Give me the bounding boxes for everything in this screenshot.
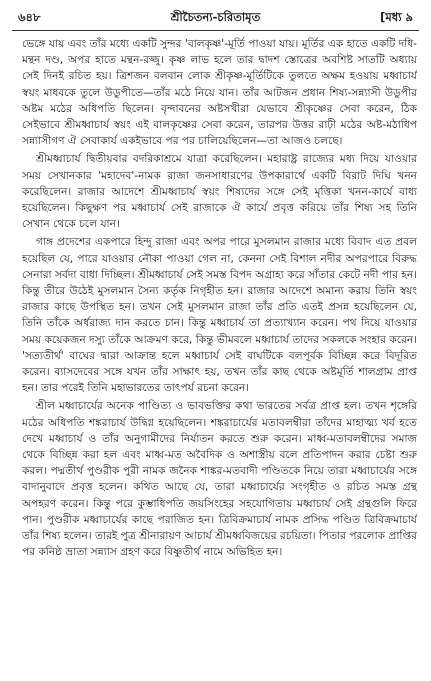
chapter-marker: [মধ্য ৯ [380, 9, 413, 24]
page-body [22, 36, 417, 675]
header-rule [12, 30, 419, 31]
paragraph: গাঙ্গ প্রদেশের একপারে হিন্দু রাজা এবং অপর পারে মুসলমান রাজার মধ্যে বিবাদ এত প্রবল হয়েছিল যে, পারে যাওয়ার নৌকা পাওয়া গেল না, কেননা সেই বিশাল নদীর অপরপারে বিরুদ্ধ সেনারা সর্বদা বাধা দিচ্ছিল। শ্রীমধ্বাচার্য সেই সমস্ত বিপদ অগ্রাহ্য করে সাঁতার কেটে নদী পার হন। কিন্তু তীরে উঠেই মুসলমান সৈন্য কর্তৃক নিগৃহীত হন। রাজার আদেশে অমান্য করায় তিনি স্বয়ং রাজার কাছে উপস্থিত হন। তখন সেই মুসলমান রাজা তাঁর প্রতি এতই প্রসন্ন হয়েছিলেন যে, তিনি তাঁকে অর্ধরাজ্য দান করতে চান। কিন্তু মধ্বাচার্য তা প্রত্যাখ্যান করেন। পথ দিয়ে যাওয়ার সময় কয়েকজন দস্যু তাঁকে আক্রমণ করে, কিন্তু ভীমবলে মধ্বাচার্য তাদের সকলকে সংহার করেন। 'সত্যতীর্থ' বাঘের দ্বারা আক্রান্ত হলে মধ্বাচার্য সেই বাঘটিকে বলপূর্বক বিচ্ছিন্ন করে বিদূরিত করেন। ব্যাসদেবের সঙ্গে যখন তাঁর সাক্ষাৎ হয়, তখন তাঁর কাছ থেকে অষ্টমূর্তি শালগ্রাম প্রাপ্ত হন। তার পরেই তিনি মহাভারতের তাৎপর্য রচনা করেন। [22, 236, 417, 395]
book-title: শ্রীচৈতন্য-চরিতামৃত [170, 9, 261, 24]
page-number: ৬৪৮ [18, 9, 41, 24]
paragraph: শ্রীল মধ্বাচার্যের অনেক পাণ্ডিত্য ও ভাবভক্তির কথা ভারতের সর্বত্র প্রাপ্ত হল। তখন শৃঙ্গেরি মঠের অধিপতি শঙ্করাচার্য উদ্বিগ্ন হয়েছিলেন। শঙ্করাচার্যের মতাবলম্বীরা তাঁদের মাহাত্ম্য খর্ব হতে দেখে মধ্বাচার্য ও তাঁর অনুগামীদের নির্যাতন করতে শুরু করেন। মাধ্ব-মতাবলম্বীদের সমাজ থেকে বিচ্ছিন্ন করা হল এবং মাধ্ব-মত অবৈদিক ও অশাস্ত্রীয় বলে প্রতিপাদন করার চেষ্টা শুরু করল। পদ্মতীর্থ পুণ্ডরীক পুরী নামক জনৈক শাঙ্কর-মতবাদী পণ্ডিতকে নিয়ে তারা মধ্বাচার্যের সঙ্গে বাদানুবাদে প্রবৃত্ত হলেন। কথিত আছে যে, তারা মধ্বাচার্যের সংগৃহীত ও রচিত সমস্ত গ্রন্থ অপহরণ করেন। কিন্তু পরে কুম্ভাধিপতি জয়সিংহের সহযোগিতায় মধ্বাচার্য সেই গ্রন্থগুলি ফিরে পান। পুণ্ডরীক মধ্বাচার্যের কাছে পরাজিত হন। ত্রিবিক্রমাচার্য নামক প্রসিদ্ধ পণ্ডিত ত্রিবিক্রমাচার্য তাঁর শিষ্য হলেন। তারই পুত্র শ্রীনারায়ণ আচার্য শ্রীমধ্ববিজয়ের রচয়িতা। পিতার পরলোক প্রাপ্তির পর কনিষ্ঠ ভ্রাতা সন্ন্যাস গ্রহণ করে বিষ্ণুতীর্থ নামে অভিহিত হন। [22, 400, 417, 559]
paragraph: শ্রীমধ্বাচার্য দ্বিতীয়বার বদরিকাশ্রমে যাত্রা করেছিলেন। মহারাষ্ট্র রাজ্যের মধ্য দিয়ে যাওয়ার সময় সেখানকার 'মহাদেব'-নামক রাজা জনসাধারণের উপকারার্থে একটি বিরাট দিঘি খনন করেছিলেন। রাজার আদেশে শ্রীমধ্বাচার্য স্বয়ং শিষ্যদের সঙ্গে সেই মৃত্তিকা খনন-কার্যে বাধ্য হয়েছিলেন। কিছুক্ষণ পর মধ্বাচার্য সেই রাজাকে ঐ কার্যে প্রবৃত্ত করিয়ে তাঁর শিষ্য সহ তিনি সেখান থেকে চলে যান। [22, 153, 417, 231]
paragraph: ভেঙ্গে যায় এবং তাঁর মধ্যে একটি সুন্দর 'বালকৃষ্ণ'-মূর্তি পাওয়া যায়। মূর্তির এক হাতে একটি দধি-মন্থন দণ্ড, অপর হাতে মন্থন-রজ্জু। কৃষ্ণ লাভ হলে তার দ্বাদশ স্তোত্রের অবশিষ্ট সাতটি অধ্যায় সেই দিনই রচিত হয়। ত্রিশজন বলবান লোক শ্রীকৃষ্ণ-মূর্তিটিকে তুলতে অক্ষম হওয়ায় মধ্বাচার্য স্বয়ং মাধবকে তুলে উডুপীতে—তাঁর মঠে নিয়ে যান। তাঁর আটজন প্রধান শিষ্য-সন্ন্যাসী উডুপীর অষ্টম মঠের অধিপতি ছিলেন। বৃন্দাবনের অষ্টসখীরা যেভাবে শ্রীকৃষ্ণের সেবা করেন, ঠিক সেইভাবে শ্রীমধ্বাচার্য স্বয়ং এই বালকৃষ্ণের সেবা করেন, তারপর উত্তর রাঢ়ী মঠের অষ্ট-মঠাধিপ সন্ন্যাসীগণ ঐ সেবাকার্য একইভাবে পর পর চালিয়েছিলেন—তা আজও চলছে। [22, 38, 417, 148]
page-header [18, 8, 413, 28]
